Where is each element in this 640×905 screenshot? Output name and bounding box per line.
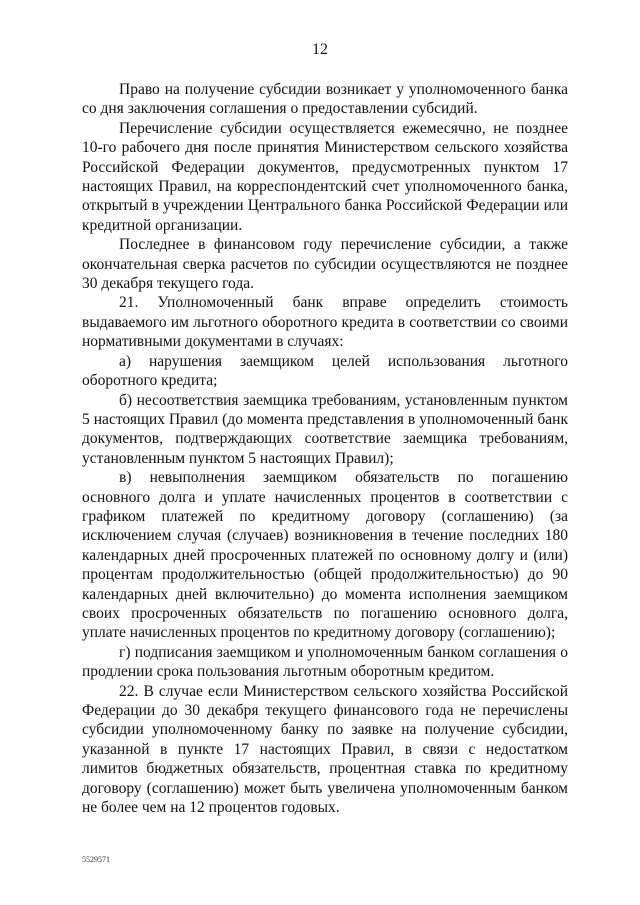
paragraph-final-transfer: Последнее в финансовом году перечисление субсидии, а также окончательная сверка расчетов по субсидии осуществляются не позднее 30 декабря текущего года. [82, 236, 568, 293]
paragraph-clause-22: 22. В случае если Министерством сельского хозяйства Российской Федерации до 30 декабря текущего финансового года не перечислены субсидии уполномоченному банку по заявке на получение субсидии, указанной в пункте 17 настоящих Правил, в связи с недостатком лимитов бюджетных обязательств, процентная ставка по кредитному договору (соглашению) может быть увеличена уполномоченным банком не более чем на 12 процентов годовых. [82, 682, 568, 817]
paragraph-clause-21-g: г) подписания заемщиком и уполномоченным банком соглашения о продлении срока пользования льготным оборотным кредитом. [82, 643, 568, 681]
page-number: 12 [312, 41, 328, 58]
paragraph-monthly-transfer: Перечисление субсидии осуществляется ежемесячно, не позднее 10-го рабочего дня после принятия Министерством сельского хозяйства Российской Федерации документов, предусмотренных пунктом 17 настоящих Правил, на корреспондентский счет уполномоченного банка, открытый в учреждении Центрального банка Российской Федерации или кредитной организации. [82, 119, 568, 234]
document-code: 5529571 [82, 855, 110, 864]
paragraph-clause-21-a: а) нарушения заемщиком целей использования льготного оборотного кредита; [82, 352, 568, 390]
paragraph-clause-21-b: б) несоответствия заемщика требованиям, установленным пунктом 5 настоящих Правил (до момента представления в уполномоченный банк документов, подтверждающих соответствие заемщика требованиям, установленным пунктом 5 настоящих Правил); [82, 391, 568, 467]
paragraph-subsidy-right: Право на получение субсидии возникает у уполномоченного банка со дня заключения соглашения о предоставлении субсидий. [82, 81, 568, 118]
paragraph-clause-21-v: в) невыполнения заемщиком обязательств по погашению основного долга и уплате начисленных процентов в соответствии с графиком платежей по кредитному договору (соглашению) (за исключением случая (случаев) возникновения в течение последних 180 календарных дней просроченных платежей по основному долгу и (или) процентам продолжительностью (общей продолжительностью) до 90 календарных дней включительно) до момента исполнения заемщиком своих просроченных обязательств по погашению основного долга, уплате начисленных процентов по кредитному договору (соглашению); [82, 469, 568, 642]
document-body [82, 80, 568, 817]
paragraph-clause-21: 21. Уполномоченный банк вправе определить стоимость выдаваемого им льготного оборотного кредита в соответствии со своими нормативными документами в случаях: [82, 294, 568, 351]
